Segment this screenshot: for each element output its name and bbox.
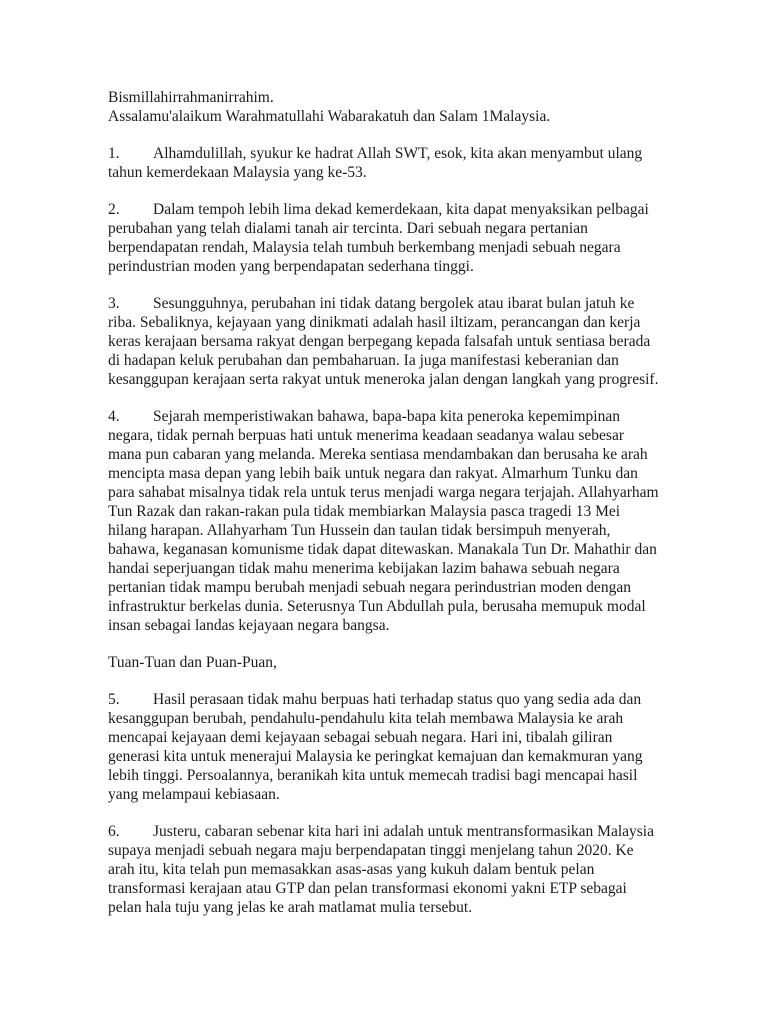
paragraph-2-text: Dalam tempoh lebih lima dekad kemerdekaan, kita dapat menyaksikan pelbagai perubahan yang telah dialami tanah air tercinta. Dari sebuah negara pertanian berpendapatan rendah, Malaysia telah tumbuh berkembang menjadi sebuah negara perindustrian moden yang berpendapatan sederhana tinggi.	[108, 201, 649, 275]
paragraph-3-number: 3.	[108, 295, 120, 312]
salutation-block	[108, 88, 660, 126]
paragraph-4-number: 4.	[108, 408, 120, 425]
salutation-line-2: Assalamu'alaikum Warahmatullahi Wabarakatuh dan Salam 1Malaysia.	[108, 108, 551, 125]
paragraph-1-number: 1.	[108, 145, 120, 162]
paragraph-4-text: Sejarah memperistiwakan bahawa, bapa-bapa kita peneroka kepemimpinan negara, tidak pernah berpuas hati untuk menerima keadaan seadanya walau sebesar mana pun cabaran yang melanda. Mereka sentiasa mendambakan dan berusaha ke arah mencipta masa depan yang lebih baik untuk negara dan rakyat. Almarhum Tunku dan para sahabat misalnya tidak rela untuk terus menjadi warga negara terjajah. Allahyarham Tun Razak dan rakan-rakan pula tidak membiarkan Malaysia pasca tragedi 13 Mei hilang harapan. Allahyarham Tun Hussein dan taulan tidak bersimpuh menyerah, bahawa, keganasan komunisme tidak dapat ditewaskan. Manakala Tun Dr. Mahathir dan handai seperjuangan tidak mahu menerima kebijakan lazim bahawa sebuah negara pertanian tidak mampu berubah menjadi sebuah negara perindustrian moden dengan infrastruktur berkelas dunia. Seterusnya Tun Abdullah pula, berusaha memupuk modal insan sebagai landas kejayaan negara bangsa.	[108, 408, 659, 634]
salutation-line-1: Bismillahirrahmanirrahim.	[108, 89, 274, 106]
paragraph-1-text: Alhamdulillah, syukur ke hadrat Allah SWT, esok, kita akan menyambut ulang tahun kemerdekaan Malaysia yang ke-53.	[108, 145, 643, 181]
address-line-text: Tuan-Tuan dan Puan-Puan,	[108, 654, 277, 671]
paragraph-3-text: Sesungguhnya, perubahan ini tidak datang bergolek atau ibarat bulan jatuh ke riba. Sebaliknya, kejayaan yang dinikmati adalah hasil iltizam, perancangan dan kerja keras kerajaan bersama rakyat dengan berpegang kepada falsafah untuk sentiasa berada di hadapan keluk perubahan dan pembaharuan. Ia juga manifestasi keberanian dan kesanggupan kerajaan serta rakyat untuk meneroka jalan dengan langkah yang progresif.	[108, 295, 659, 388]
paragraph-6-text: Justeru, cabaran sebenar kita hari ini adalah untuk mentransformasikan Malaysia supaya menjadi sebuah negara maju berpendapatan tinggi menjelang tahun 2020. Ke arah itu, kita telah pun memasakkan asas-asas yang kukuh dalam bentuk pelan transformasi kerajaan atau GTP dan pelan transformasi ekonomi yakni ETP sebagai pelan hala tuju yang jelas ke arah matlamat mulia tersebut.	[108, 823, 654, 916]
paragraph-4	[108, 407, 660, 635]
paragraph-3	[108, 294, 660, 389]
paragraph-5-text: Hasil perasaan tidak mahu berpuas hati terhadap status quo yang sedia ada dan kesanggupan berubah, pendahulu-pendahulu kita telah membawa Malaysia ke arah mencapai kejayaan demi kejayaan sebagai sebuah negara. Hari ini, tibalah giliran generasi kita untuk menerajui Malaysia ke peringkat kemajuan dan kemakmuran yang lebih tinggi. Persoalannya, beranikah kita untuk memecah tradisi bagi mencapai hasil yang melampaui kebiasaan.	[108, 691, 643, 803]
paragraph-5	[108, 690, 660, 804]
paragraph-5-number: 5.	[108, 691, 120, 708]
paragraph-2-number: 2.	[108, 201, 120, 218]
paragraph-6-number: 6.	[108, 823, 120, 840]
speech-text-body	[108, 88, 660, 935]
paragraph-1	[108, 144, 660, 182]
paragraph-6	[108, 822, 660, 917]
paragraph-2	[108, 200, 660, 276]
address-line	[108, 653, 660, 672]
